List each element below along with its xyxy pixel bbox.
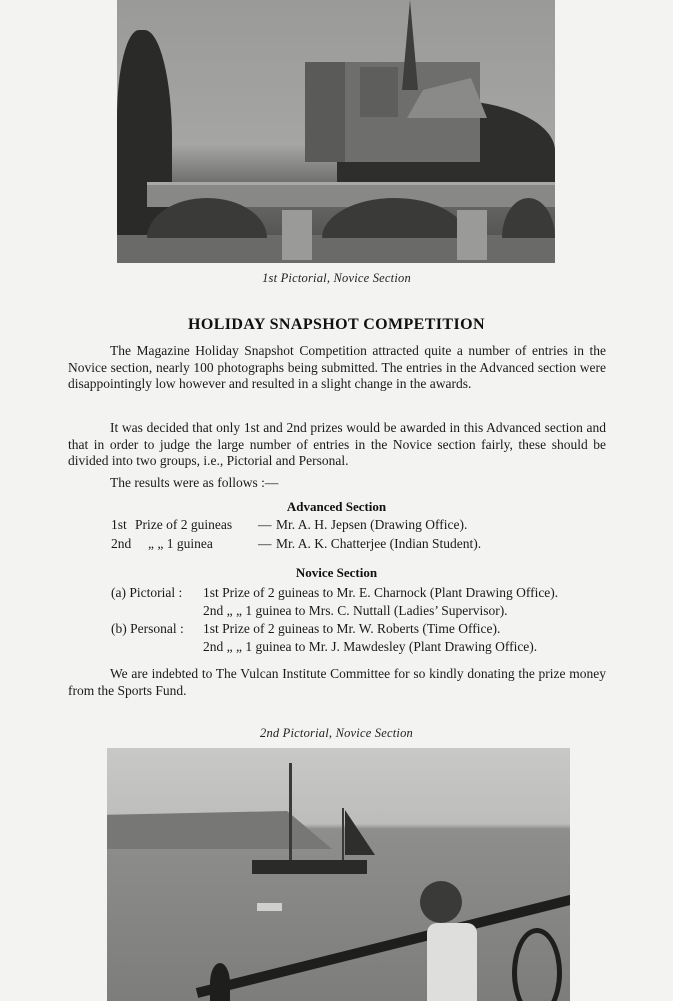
advanced-section-heading: Advanced Section xyxy=(286,499,387,514)
railing-post xyxy=(210,963,230,1001)
place: 2nd xyxy=(111,536,132,551)
boat-hull xyxy=(252,860,367,874)
boat-mast xyxy=(342,808,344,863)
bridge-pier xyxy=(282,210,312,260)
paragraph-results-intro: The results were as follows :— xyxy=(110,475,279,490)
prize-text: 2nd „ „ 1 guinea to Mrs. C. Nuttall (Ladies’ Supervisor). xyxy=(203,603,508,618)
bridge-pier xyxy=(457,210,487,260)
prize: „ „ 1 guinea xyxy=(148,536,213,551)
photo-notre-dame xyxy=(117,0,555,263)
dash: — xyxy=(258,517,272,532)
winner: Mr. A. K. Chatterjee (Indian Student). xyxy=(276,536,482,551)
photo-harbour xyxy=(107,748,570,1001)
dash: — xyxy=(258,536,272,551)
prize-text: 2nd „ „ 1 guinea to Mr. J. Mawdesley (Plant Drawing Office). xyxy=(203,639,538,654)
group-label: (a) Pictorial : xyxy=(111,585,183,600)
prize-text: 1st Prize of 2 guineas to Mr. W. Roberts (Time Office). xyxy=(203,621,501,636)
cathedral-spire xyxy=(402,0,418,90)
boat-sail xyxy=(345,810,375,855)
railing-ornament xyxy=(512,928,562,1001)
cathedral-tower xyxy=(360,67,398,117)
article-title: HOLIDAY SNAPSHOT COMPETITION xyxy=(188,316,485,333)
photo-caption-top: 1st Pictorial, Novice Section xyxy=(262,271,411,285)
prize: Prize of 2 guineas xyxy=(135,517,233,532)
place: 1st xyxy=(111,517,127,532)
novice-section-heading: Novice Section xyxy=(295,565,378,580)
paragraph-decision: It was decided that only 1st and 2nd prizes would be awarded in this Advanced section and that in order to judge the large number of entries in the Novice section fairly, these should be divided into two groups, i.e., Pictorial and Personal. xyxy=(68,420,606,468)
paragraph-acknowledgement: We are indebted to The Vulcan Institute Committee for so kindly donating the prize money from the Sports Fund. xyxy=(68,666,606,698)
river xyxy=(117,235,555,263)
boy xyxy=(427,923,477,1001)
boat-mast xyxy=(289,763,292,863)
group-label: (b) Personal : xyxy=(111,621,184,636)
prize-text: 1st Prize of 2 guineas to Mr. E. Charnock (Plant Drawing Office). xyxy=(203,585,559,600)
winner: Mr. A. H. Jepsen (Drawing Office). xyxy=(276,517,468,532)
headland xyxy=(107,811,332,849)
rowboat xyxy=(257,903,282,911)
boy-head xyxy=(420,881,462,923)
photo-caption-bottom: 2nd Pictorial, Novice Section xyxy=(260,726,413,740)
paragraph-intro: The Magazine Holiday Snapshot Competition attracted quite a number of entries in the Novice section, nearly 100 photographs being submitted. The entries in the Advanced section were disappointingly low however and resulted in a slight change in the awards. xyxy=(68,343,606,391)
cathedral-tower xyxy=(305,62,345,162)
